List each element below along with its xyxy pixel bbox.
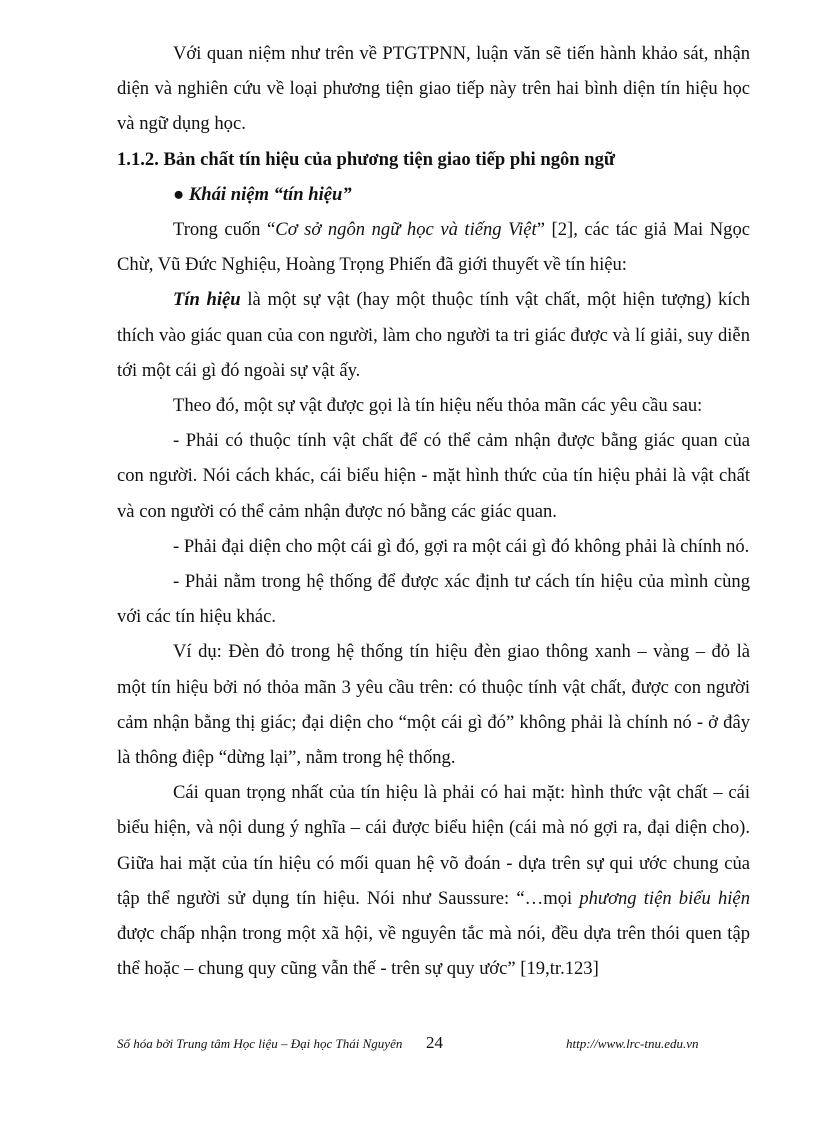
page-number: 24 xyxy=(426,1033,443,1052)
book-citation-paragraph xyxy=(117,212,750,282)
definition-text: là một sự vật (hay một thuộc tính vật chất, một hiện tượng) kích thích vào giác quan của con người, làm cho người ta tri giác được và lí giải, suy diễn tới một cái gì đó ngoài sự vật ấy. xyxy=(117,289,750,381)
book-title: Cơ sở ngôn ngữ học và tiếng Việt xyxy=(275,219,537,241)
final-text-before: Cái quan trọng nhất của tín hiệu là phải có hai mặt: hình thức vật chất – cái biểu hiện, và nội dung ý nghĩa – cái được biểu hiện (cái mà nó gợi ra, đại diện cho). Giữa hai mặt của tín hiệu có mối quan hệ võ đoán - dựa trên sự qui ước chung của tập thể người sử dụng tín hiệu. Nói như Saussure: “…mọi xyxy=(117,782,750,909)
citation-text-after: ” [2], các tác giả Mai Ngọc Chừ, Vũ Đức Nghiệu, Hoàng Trọng Phiến đã giới thuyết về tín hiệu: xyxy=(117,219,750,276)
page-footer xyxy=(117,1034,750,1056)
subsection-heading: ● Khái niệm “tín hiệu” xyxy=(173,183,352,205)
example-paragraph: Ví dụ: Đèn đỏ trong hệ thống tín hiệu đèn giao thông xanh – vàng – đỏ là một tín hiệu bởi nó thỏa mãn 3 yêu cầu trên: có thuộc tính vật chất, được con người cảm nhận bằng thị giác; đại diện cho “một cái gì đó” không phải là chính nó - ở đây là thông điệp “dừng lại”, nằm trong hệ thống. xyxy=(117,641,750,769)
intro-paragraph: Với quan niệm như trên về PTGTPNN, luận văn sẽ tiến hành khảo sát, nhận diện và nghiên cứu về loại phương tiện giao tiếp này trên hai bình diện tín hiệu học và ngữ dụng học. xyxy=(117,43,750,135)
condition-3: - Phải nằm trong hệ thống để được xác định tư cách tín hiệu của mình cùng với các tín hiệu khác. xyxy=(117,571,750,628)
footer-url[interactable]: http://www.lrc-tnu.edu.vn xyxy=(566,1036,699,1051)
condition-2: - Phải đại diện cho một cái gì đó, gợi ra một cái gì đó không phải là chính nó. xyxy=(173,535,750,557)
final-paragraph xyxy=(117,775,750,986)
definition-paragraph xyxy=(117,282,750,388)
conditions-intro: Theo đó, một sự vật được gọi là tín hiệu nếu thỏa mãn các yêu cầu sau: xyxy=(173,395,703,417)
condition-1: - Phải có thuộc tính vật chất để có thể cảm nhận được bằng giác quan của con người. Nói cách khác, cái biểu hiện - mặt hình thức của tín hiệu phải là vật chất và con người có thể cảm nhận được nó bằng các giác quan. xyxy=(117,430,750,522)
final-italic-phrase: phương tiện biểu hiện xyxy=(579,887,750,909)
final-text-after: được chấp nhận trong một xã hội, về nguyên tắc mà nói, đều dựa trên thói quen tập thể hoặc – chung quy cũng vẫn thế - trên sự quy ước” [19,tr.123] xyxy=(117,923,750,980)
citation-text-before: Trong cuốn “ xyxy=(173,219,276,241)
section-heading: 1.1.2. Bản chất tín hiệu của phương tiện giao tiếp phi ngôn ngữ xyxy=(117,148,616,170)
footer-source: Số hóa bởi Trung tâm Học liệu – Đại học Thái Nguyên xyxy=(117,1036,403,1051)
page-body xyxy=(117,36,750,986)
definition-term: Tín hiệu xyxy=(173,289,241,311)
